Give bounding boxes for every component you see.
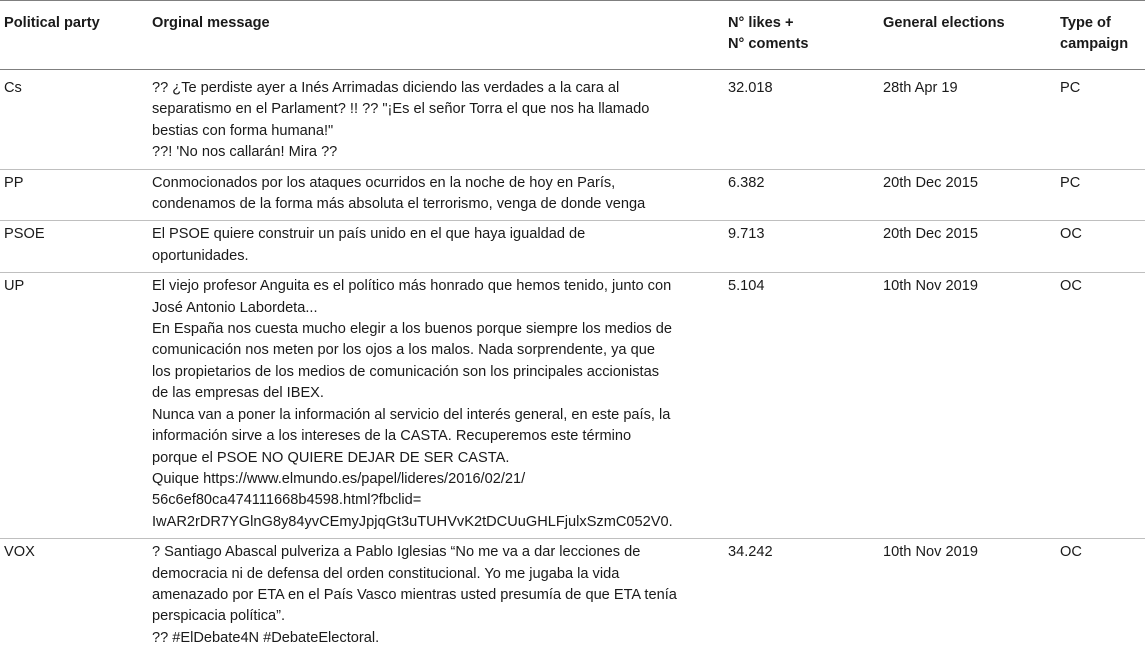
message-line: porque el PSOE NO QUIERE DEJAR DE SER CASTA. xyxy=(152,448,720,469)
message-line: El viejo profesor Anguita es el político más honrado que hemos tenido, junto con xyxy=(152,276,720,297)
general-elections-cell: 20th Dec 2015 xyxy=(879,221,1056,273)
likes-comments-cell: 6.382 xyxy=(724,169,879,221)
header-likes-comments xyxy=(724,1,879,70)
message-line: separatismo en el Parlament? !! ?? "¡Es el señor Torra el que nos ha llamado xyxy=(152,99,720,120)
general-elections-cell: 10th Nov 2019 xyxy=(879,539,1056,654)
header-political-party: Political party xyxy=(0,1,148,70)
message-line: ??! 'No nos callarán! Mira ?? xyxy=(152,142,720,163)
header-general-elections: General elections xyxy=(879,1,1056,70)
header-campaign-type xyxy=(1056,1,1145,70)
table-row xyxy=(0,70,1145,170)
message-line: José Antonio Labordeta... xyxy=(152,298,720,319)
party-cell: PSOE xyxy=(0,221,148,273)
message-line: condenamos de la forma más absoluta el terrorismo, venga de donde venga xyxy=(152,194,720,215)
message-line: de las empresas del IBEX. xyxy=(152,383,720,404)
general-elections-cell: 10th Nov 2019 xyxy=(879,273,1056,539)
message-line: 56c6ef80ca474111668b4598.html?fbclid= xyxy=(152,490,720,511)
campaign-type-cell: PC xyxy=(1056,70,1145,170)
likes-comments-cell: 32.018 xyxy=(724,70,879,170)
party-cell: VOX xyxy=(0,539,148,654)
message-line: los propietarios de los medios de comunicación son los principales accionistas xyxy=(152,362,720,383)
message-cell xyxy=(148,221,724,273)
message-line: amenazado por ETA en el País Vasco mientras usted presumía de que ETA tenía xyxy=(152,585,720,606)
campaign-type-cell: PC xyxy=(1056,169,1145,221)
header-likes-line2: N° coments xyxy=(728,34,875,55)
message-cell xyxy=(148,169,724,221)
message-line: Nunca van a poner la información al servicio del interés general, en este país, la xyxy=(152,405,720,426)
message-line: democracia ni de defensa del orden constitucional. Yo me jugaba la vida xyxy=(152,564,720,585)
party-cell: Cs xyxy=(0,70,148,170)
message-line: Conmocionados por los ataques ocurridos en la noche de hoy en París, xyxy=(152,173,720,194)
general-elections-cell: 28th Apr 19 xyxy=(879,70,1056,170)
message-cell xyxy=(148,273,724,539)
likes-comments-cell: 34.242 xyxy=(724,539,879,654)
campaign-type-cell: OC xyxy=(1056,273,1145,539)
message-line: perspicacia política”. xyxy=(152,606,720,627)
table-row xyxy=(0,221,1145,273)
table-body xyxy=(0,70,1145,654)
message-line: El PSOE quiere construir un país unido en el que haya igualdad de xyxy=(152,224,720,245)
message-line: bestias con forma humana!" xyxy=(152,121,720,142)
likes-comments-cell: 5.104 xyxy=(724,273,879,539)
campaign-type-cell: OC xyxy=(1056,221,1145,273)
message-line: oportunidades. xyxy=(152,246,720,267)
party-cell: UP xyxy=(0,273,148,539)
party-cell: PP xyxy=(0,169,148,221)
message-line: ?? ¿Te perdiste ayer a Inés Arrimadas diciendo las verdades a la cara al xyxy=(152,78,720,99)
message-line: Quique https://www.elmundo.es/papel/lideres/2016/02/21/ xyxy=(152,469,720,490)
header-campaign-line1: Type of xyxy=(1060,13,1141,34)
message-line: ?? #ElDebate4N #DebateElectoral. xyxy=(152,628,720,649)
header-likes-line1: N° likes + xyxy=(728,13,875,34)
message-line: En España nos cuesta mucho elegir a los buenos porque siempre los medios de xyxy=(152,319,720,340)
message-cell xyxy=(148,539,724,654)
message-line: IwAR2rDR7YGlnG8y84yvCEmyJpjqGt3uTUHVvK2tDCUuGHLFjulxSzmC052V0. xyxy=(152,512,720,533)
table-header xyxy=(0,1,1145,70)
header-campaign-line2: campaign xyxy=(1060,34,1141,55)
message-line: ? Santiago Abascal pulveriza a Pablo Iglesias “No me va a dar lecciones de xyxy=(152,542,720,563)
message-line: comunicación nos meten por los ojos a los malos. Nada sorprendente, ya que xyxy=(152,340,720,361)
message-cell xyxy=(148,70,724,170)
campaign-type-cell: OC xyxy=(1056,539,1145,654)
header-original-message: Orginal message xyxy=(148,1,724,70)
general-elections-cell: 20th Dec 2015 xyxy=(879,169,1056,221)
header-row xyxy=(0,1,1145,70)
table-row xyxy=(0,169,1145,221)
message-line: información sirve a los intereses de la CASTA. Recuperemos este término xyxy=(152,426,720,447)
table-row xyxy=(0,539,1145,654)
likes-comments-cell: 9.713 xyxy=(724,221,879,273)
table-row xyxy=(0,273,1145,539)
